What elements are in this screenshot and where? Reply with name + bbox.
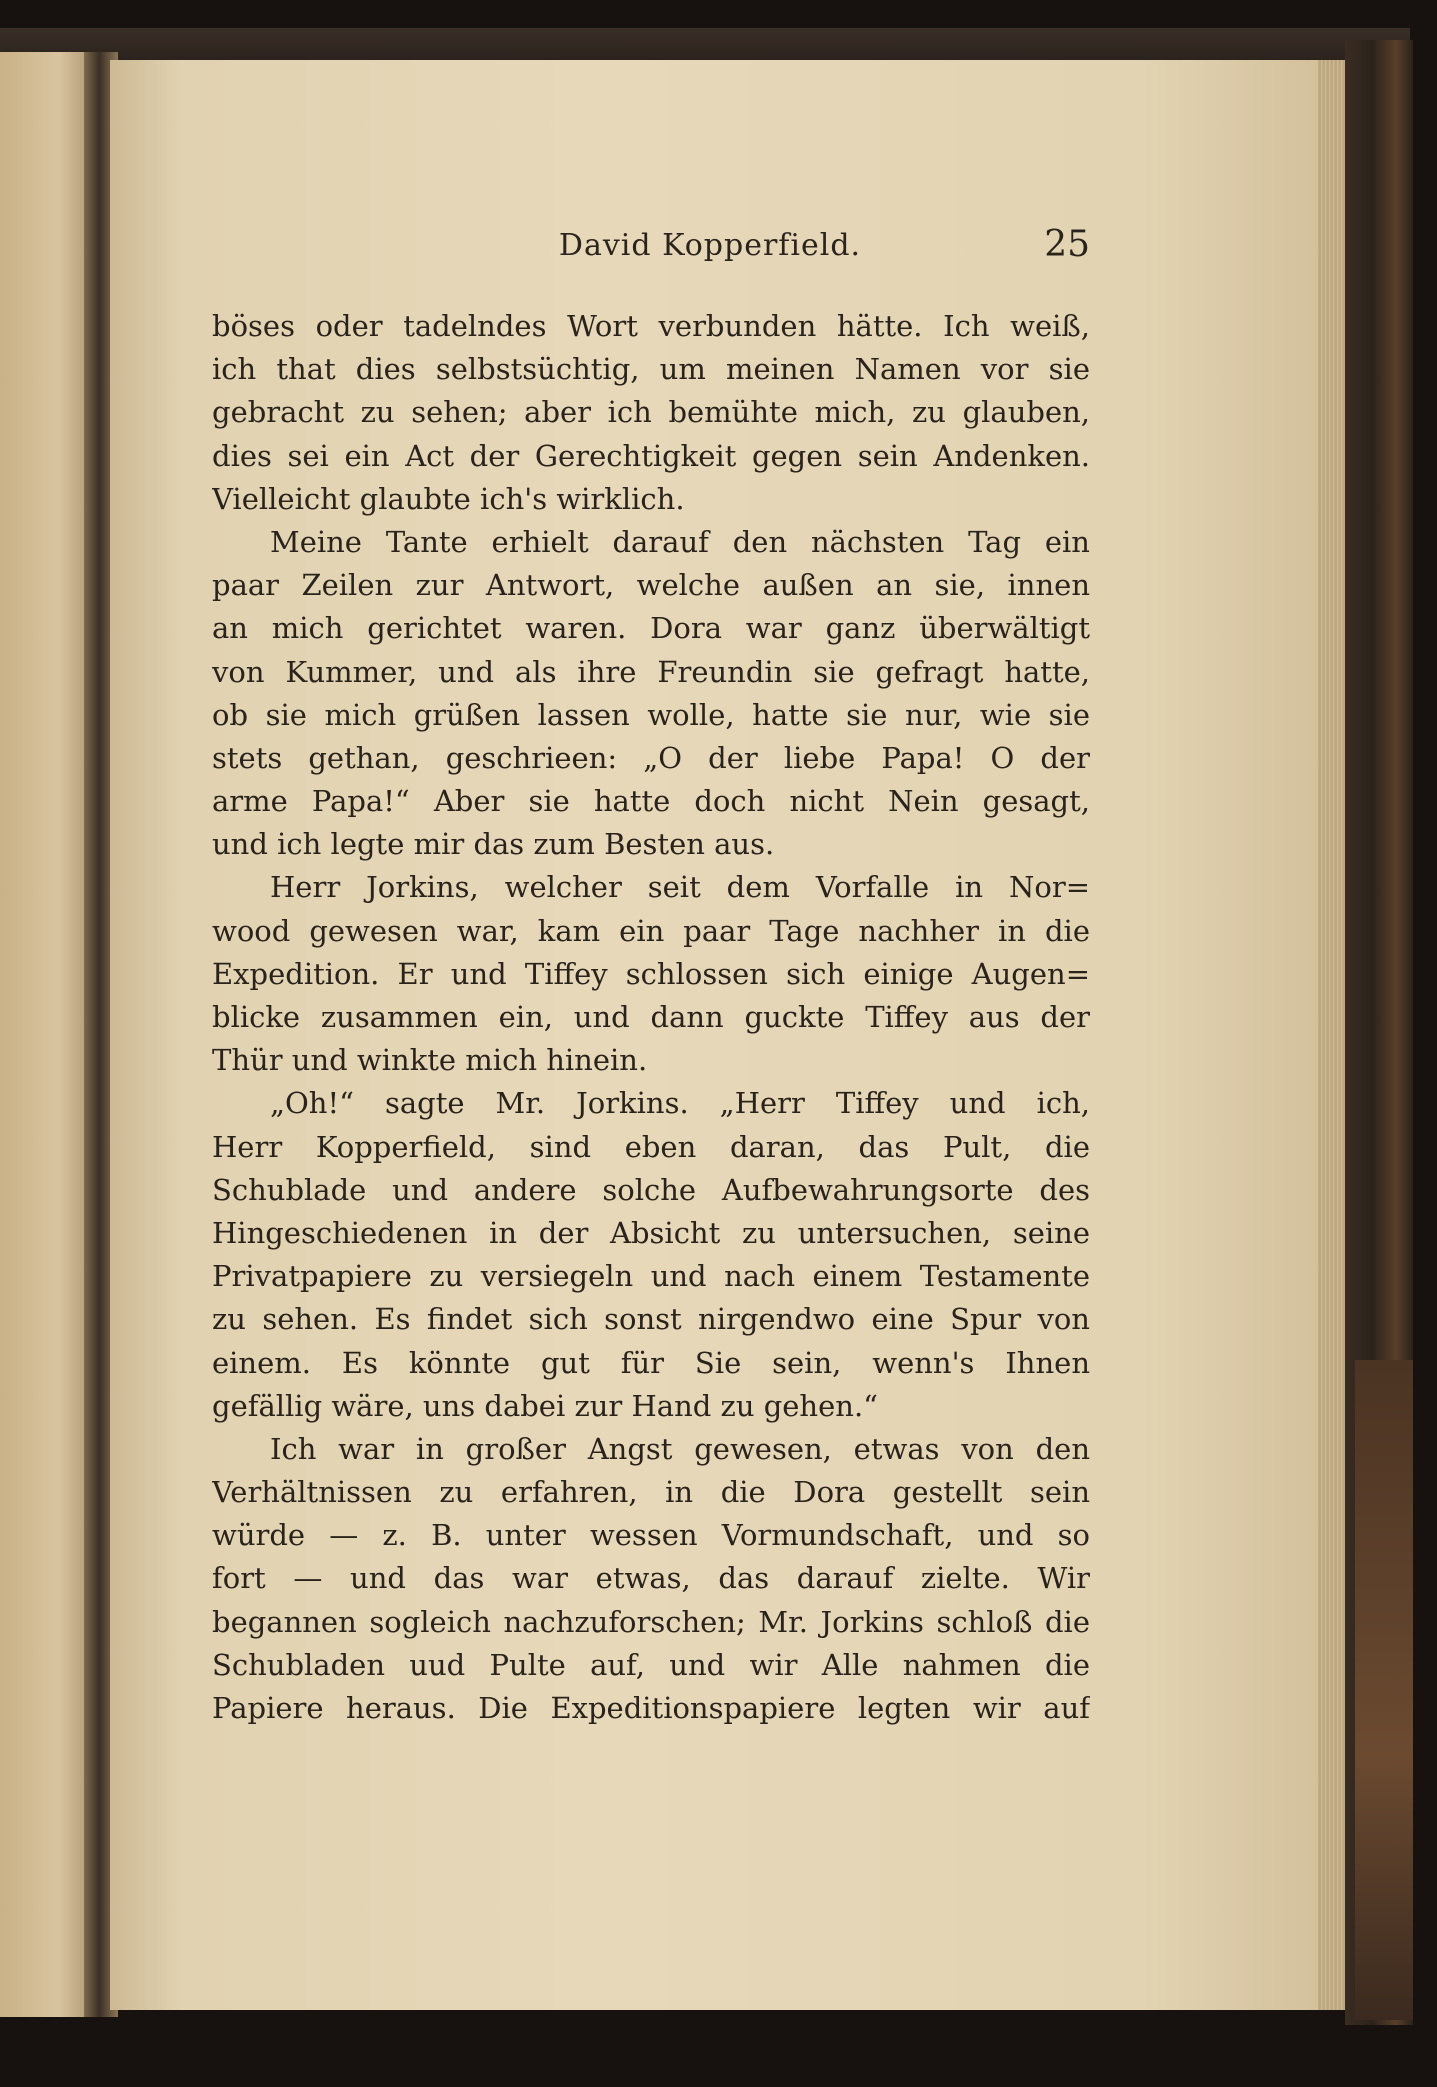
text-line: Schubladen uud Pulte auf, und wir Alle nahmen die: [212, 1647, 1090, 1682]
text-line: Hingeschiedenen in der Absicht zu untersuchen, seine: [212, 1215, 1090, 1250]
text-line: von Kummer, und als ihre Freundin sie gefragt hatte,: [212, 654, 1090, 689]
page-edges: [1318, 60, 1348, 2010]
text-line: arme Papa!“ Aber sie hatte doch nicht Nein gesagt,: [212, 784, 1090, 819]
text-line: fort — und das war etwas, das darauf zielte. Wir: [212, 1561, 1090, 1596]
text-line: zu sehen. Es findet sich sonst nirgendwo eine Spur von: [212, 1302, 1090, 1337]
text-line: Ich war in großer Angst gewesen, etwas von den: [270, 1431, 1090, 1466]
text-line: dies sei ein Act der Gerechtigkeit gegen sein Andenken.: [212, 438, 1090, 473]
text-line: ob sie mich grüßen lassen wolle, hatte sie nur, wie sie: [212, 697, 1090, 732]
text-line: gebracht zu sehen; aber ich bemühte mich, zu glauben,: [212, 395, 1090, 430]
page-header: [500, 224, 1090, 274]
text-line: blicke zusammen ein, und dann guckte Tiffey aus der: [212, 1000, 1090, 1034]
text-line: gefällig wäre, uns dabei zur Hand zu gehen.“: [212, 1388, 878, 1423]
text-line: begannen sogleich nachzuforschen; Mr. Jorkins schloß die: [212, 1604, 1090, 1639]
text-line: Papiere heraus. Die Expeditionspapiere legten wir auf: [212, 1691, 1090, 1725]
text-line: „Oh!“ sagte Mr. Jorkins. „Herr Tiffey und ich,: [270, 1086, 1090, 1121]
text-line: Verhältnissen zu erfahren, in die Dora gestellt sein: [212, 1475, 1090, 1510]
text-line: wood gewesen war, kam ein paar Tage nachher in die: [212, 913, 1090, 948]
book-cover-top: [0, 28, 1410, 62]
text-line: und ich legte mir das zum Besten aus.: [212, 827, 775, 862]
text-line: Herr Jorkins, welcher seit dem Vorfalle in Nor=: [270, 870, 1090, 905]
text-line: böses oder tadelndes Wort verbunden hätte. Ich weiß,: [212, 309, 1090, 343]
text-line: Thür und winkte mich hinein.: [212, 1043, 648, 1078]
text-line: Herr Kopperfield, sind eben daran, das Pult, die: [212, 1129, 1090, 1164]
text-line: Privatpapiere zu versiegeln und nach einem Testamente: [212, 1259, 1090, 1294]
text-line: würde — z. B. unter wessen Vormundschaft, und so: [212, 1518, 1090, 1553]
text-line: Schublade und andere solche Aufbewahrungsorte des: [212, 1172, 1090, 1207]
text-line: paar Zeilen zur Antwort, welche außen an sie, innen: [212, 568, 1090, 603]
text-line: Expedition. Er und Tiffey schlossen sich einige Augen=: [212, 956, 1090, 991]
page-number: 25: [1044, 224, 1090, 265]
text-line: stets gethan, geschrieen: „O der liebe Papa! O der: [212, 740, 1090, 775]
running-title: David Kopperfield.: [558, 228, 862, 263]
text-line: einem. Es könnte gut für Sie sein, wenn's Ihnen: [212, 1345, 1090, 1380]
text-line: an mich gerichtet waren. Dora war ganz überwältigt: [212, 611, 1090, 646]
text-line: Meine Tante erhielt darauf den nächsten Tag ein: [270, 524, 1090, 559]
book-cover-corner: [1355, 1360, 1413, 2020]
body-text: [212, 305, 1090, 1730]
text-line: ich that dies selbstsüchtig, um meinen Namen vor sie: [212, 352, 1090, 387]
text-line: Vielleicht glaubte ich's wirklich.: [212, 481, 685, 516]
